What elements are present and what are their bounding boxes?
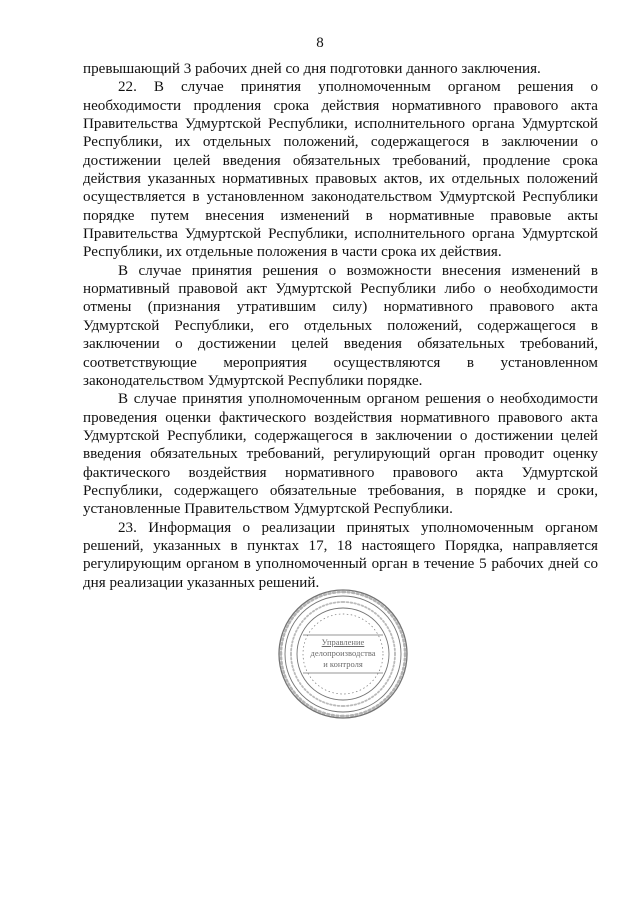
paragraph-item-23: 23. Информация о реализации принятых уполномоченным органом решений, указанных в пунктах 17, 18 настоящего Порядка, направляется регулирующим органом в уполномоченный орган в течение 5 рабочих дней со дня реализации указанных решений. — [83, 519, 598, 591]
document-body — [83, 60, 598, 592]
stamp-text-line-2: делопроизводства — [310, 648, 376, 658]
official-seal-stamp — [276, 587, 410, 721]
stamp-text-line-1: Управление — [321, 637, 365, 647]
paragraph-impact-assessment: В случае принятия уполномоченным органом решения о необходимости проведения оценки фактического воздействия нормативного правового акта Удмуртской Республики, содержащегося в заключении о достижении целей введения обязательных требований, регулирующий орган проводит оценку фактического воздействия нормативного правового акта Удмуртской Республики, содержащего обязательные требования, в порядке и сроки, установленные Правительством Удмуртской Республики. — [83, 391, 598, 518]
stamp-text-line-3: и контроля — [323, 659, 363, 669]
page-number: 8 — [316, 35, 324, 51]
paragraph-amendments: В случае принятия решения о возможности внесения изменений в нормативный правовой акт Удмуртской Республики либо о необходимости отмены (признания утратившим силу) нормативного правового акта Удмуртской Республики, его отдельных положений, содержащегося в заключении о достижении целей введения обязательных требований, соответствующие мероприятия осуществляются в установленном законодательством Удмуртской Республики порядке. — [83, 262, 598, 389]
paragraph-continuation: превышающий 3 рабочих дней со дня подготовки данного заключения. — [83, 61, 541, 77]
paragraph-item-22: 22. В случае принятия уполномоченным органом решения о необходимости продления срока действия нормативного правового акта Правительства Удмуртской Республики, исполнительного органа Удмуртской Республики, их отдельных положений, содержащегося в заключении о достижении целей введения обязательных требований, продление срока действия указанных нормативных правовых актов, их отдельных положений осуществляется в установленном законодательством Удмуртской Республики порядке путем внесения изменений в нормативные правовые акты Правительства Удмуртской Республики, исполнительного органа Удмуртской Республики, их отдельные положения в части срока их действия. — [83, 79, 598, 261]
